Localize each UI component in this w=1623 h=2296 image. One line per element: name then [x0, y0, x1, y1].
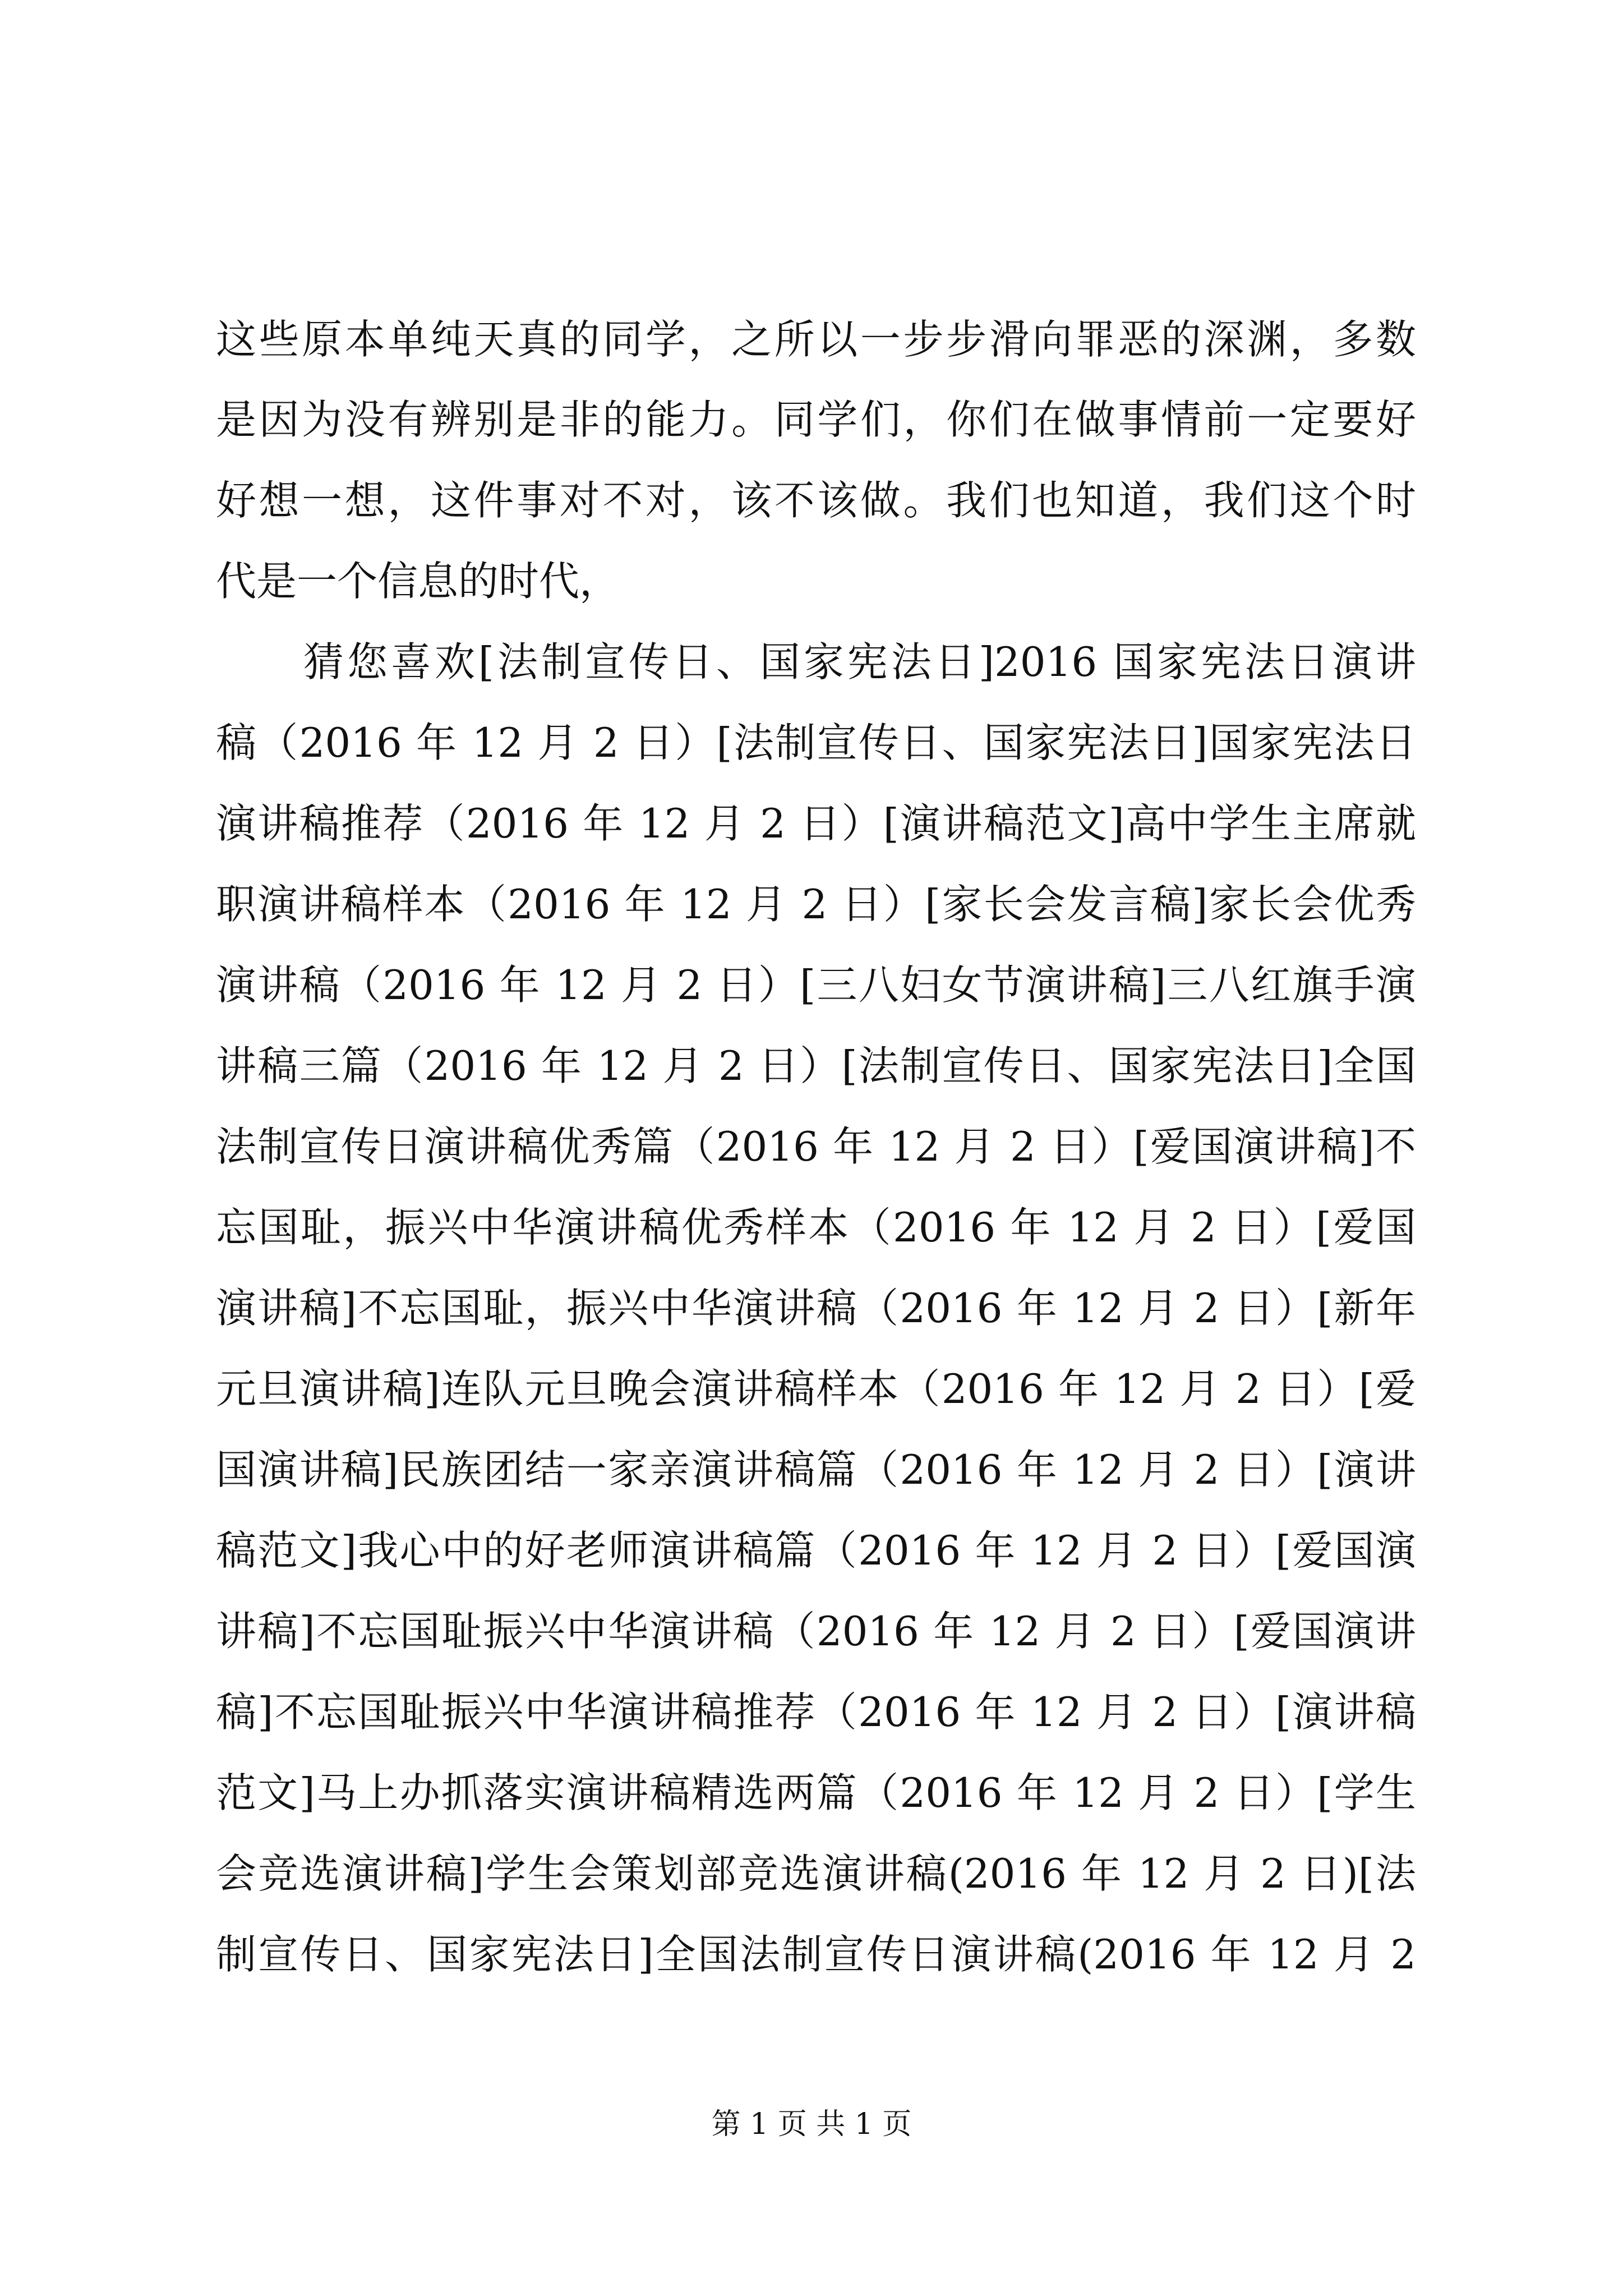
text-line: 讲稿三篇（2016 年 12 月 2 日）[法制宣传日、国家宪法日]全国: [216, 1042, 1416, 1089]
text-line: 演讲稿]不忘国耻，振兴中华演讲稿（2016 年 12 月 2 日）[新年: [216, 1285, 1416, 1332]
text-line: 好想一想，这件事对不对，该不该做。我们也知道，我们这个时: [216, 477, 1416, 524]
text-line: 忘国耻，振兴中华演讲稿优秀样本（2016 年 12 月 2 日）[爱国: [216, 1204, 1416, 1251]
text-line: 国演讲稿]民族团结一家亲演讲稿篇（2016 年 12 月 2 日）[演讲: [216, 1446, 1416, 1493]
text-line: 演讲稿推荐（2016 年 12 月 2 日）[演讲稿范文]高中学生主席就: [216, 800, 1416, 847]
page-number-footer: 第 1 页 共 1 页: [711, 2108, 912, 2141]
text-line: 这些原本单纯天真的同学，之所以一步步滑向罪恶的深渊，多数: [216, 316, 1416, 363]
text-line: 元旦演讲稿]连队元旦晚会演讲稿样本（2016 年 12 月 2 日）[爱: [216, 1365, 1416, 1412]
text-line: 会竞选演讲稿]学生会策划部竞选演讲稿(2016 年 12 月 2 日)[法: [216, 1850, 1416, 1897]
text-line: 稿（2016 年 12 月 2 日）[法制宣传日、国家宪法日]国家宪法日: [216, 719, 1416, 766]
text-line: 是因为没有辨别是非的能力。同学们，你们在做事情前一定要好: [216, 396, 1416, 443]
text-line: 猜您喜欢[法制宣传日、国家宪法日]2016 国家宪法日演讲: [216, 638, 1416, 685]
text-line: 演讲稿（2016 年 12 月 2 日）[三八妇女节演讲稿]三八红旗手演: [216, 961, 1416, 1009]
text-line: 代是一个信息的时代，: [216, 558, 620, 605]
text-line: 法制宣传日演讲稿优秀篇（2016 年 12 月 2 日）[爱国演讲稿]不: [216, 1123, 1416, 1170]
text-line: 稿范文]我心中的好老师演讲稿篇（2016 年 12 月 2 日）[爱国演: [216, 1527, 1416, 1574]
text-line: 职演讲稿样本（2016 年 12 月 2 日）[家长会发言稿]家长会优秀: [216, 881, 1416, 928]
text-line: 范文]马上办抓落实演讲稿精选两篇（2016 年 12 月 2 日）[学生: [216, 1769, 1416, 1816]
text-line: 稿]不忘国耻振兴中华演讲稿推荐（2016 年 12 月 2 日）[演讲稿: [216, 1688, 1416, 1736]
text-line: 讲稿]不忘国耻振兴中华演讲稿（2016 年 12 月 2 日）[爱国演讲: [216, 1608, 1416, 1655]
text-line: 制宣传日、国家宪法日]全国法制宣传日演讲稿(2016 年 12 月 2: [216, 1931, 1416, 1978]
